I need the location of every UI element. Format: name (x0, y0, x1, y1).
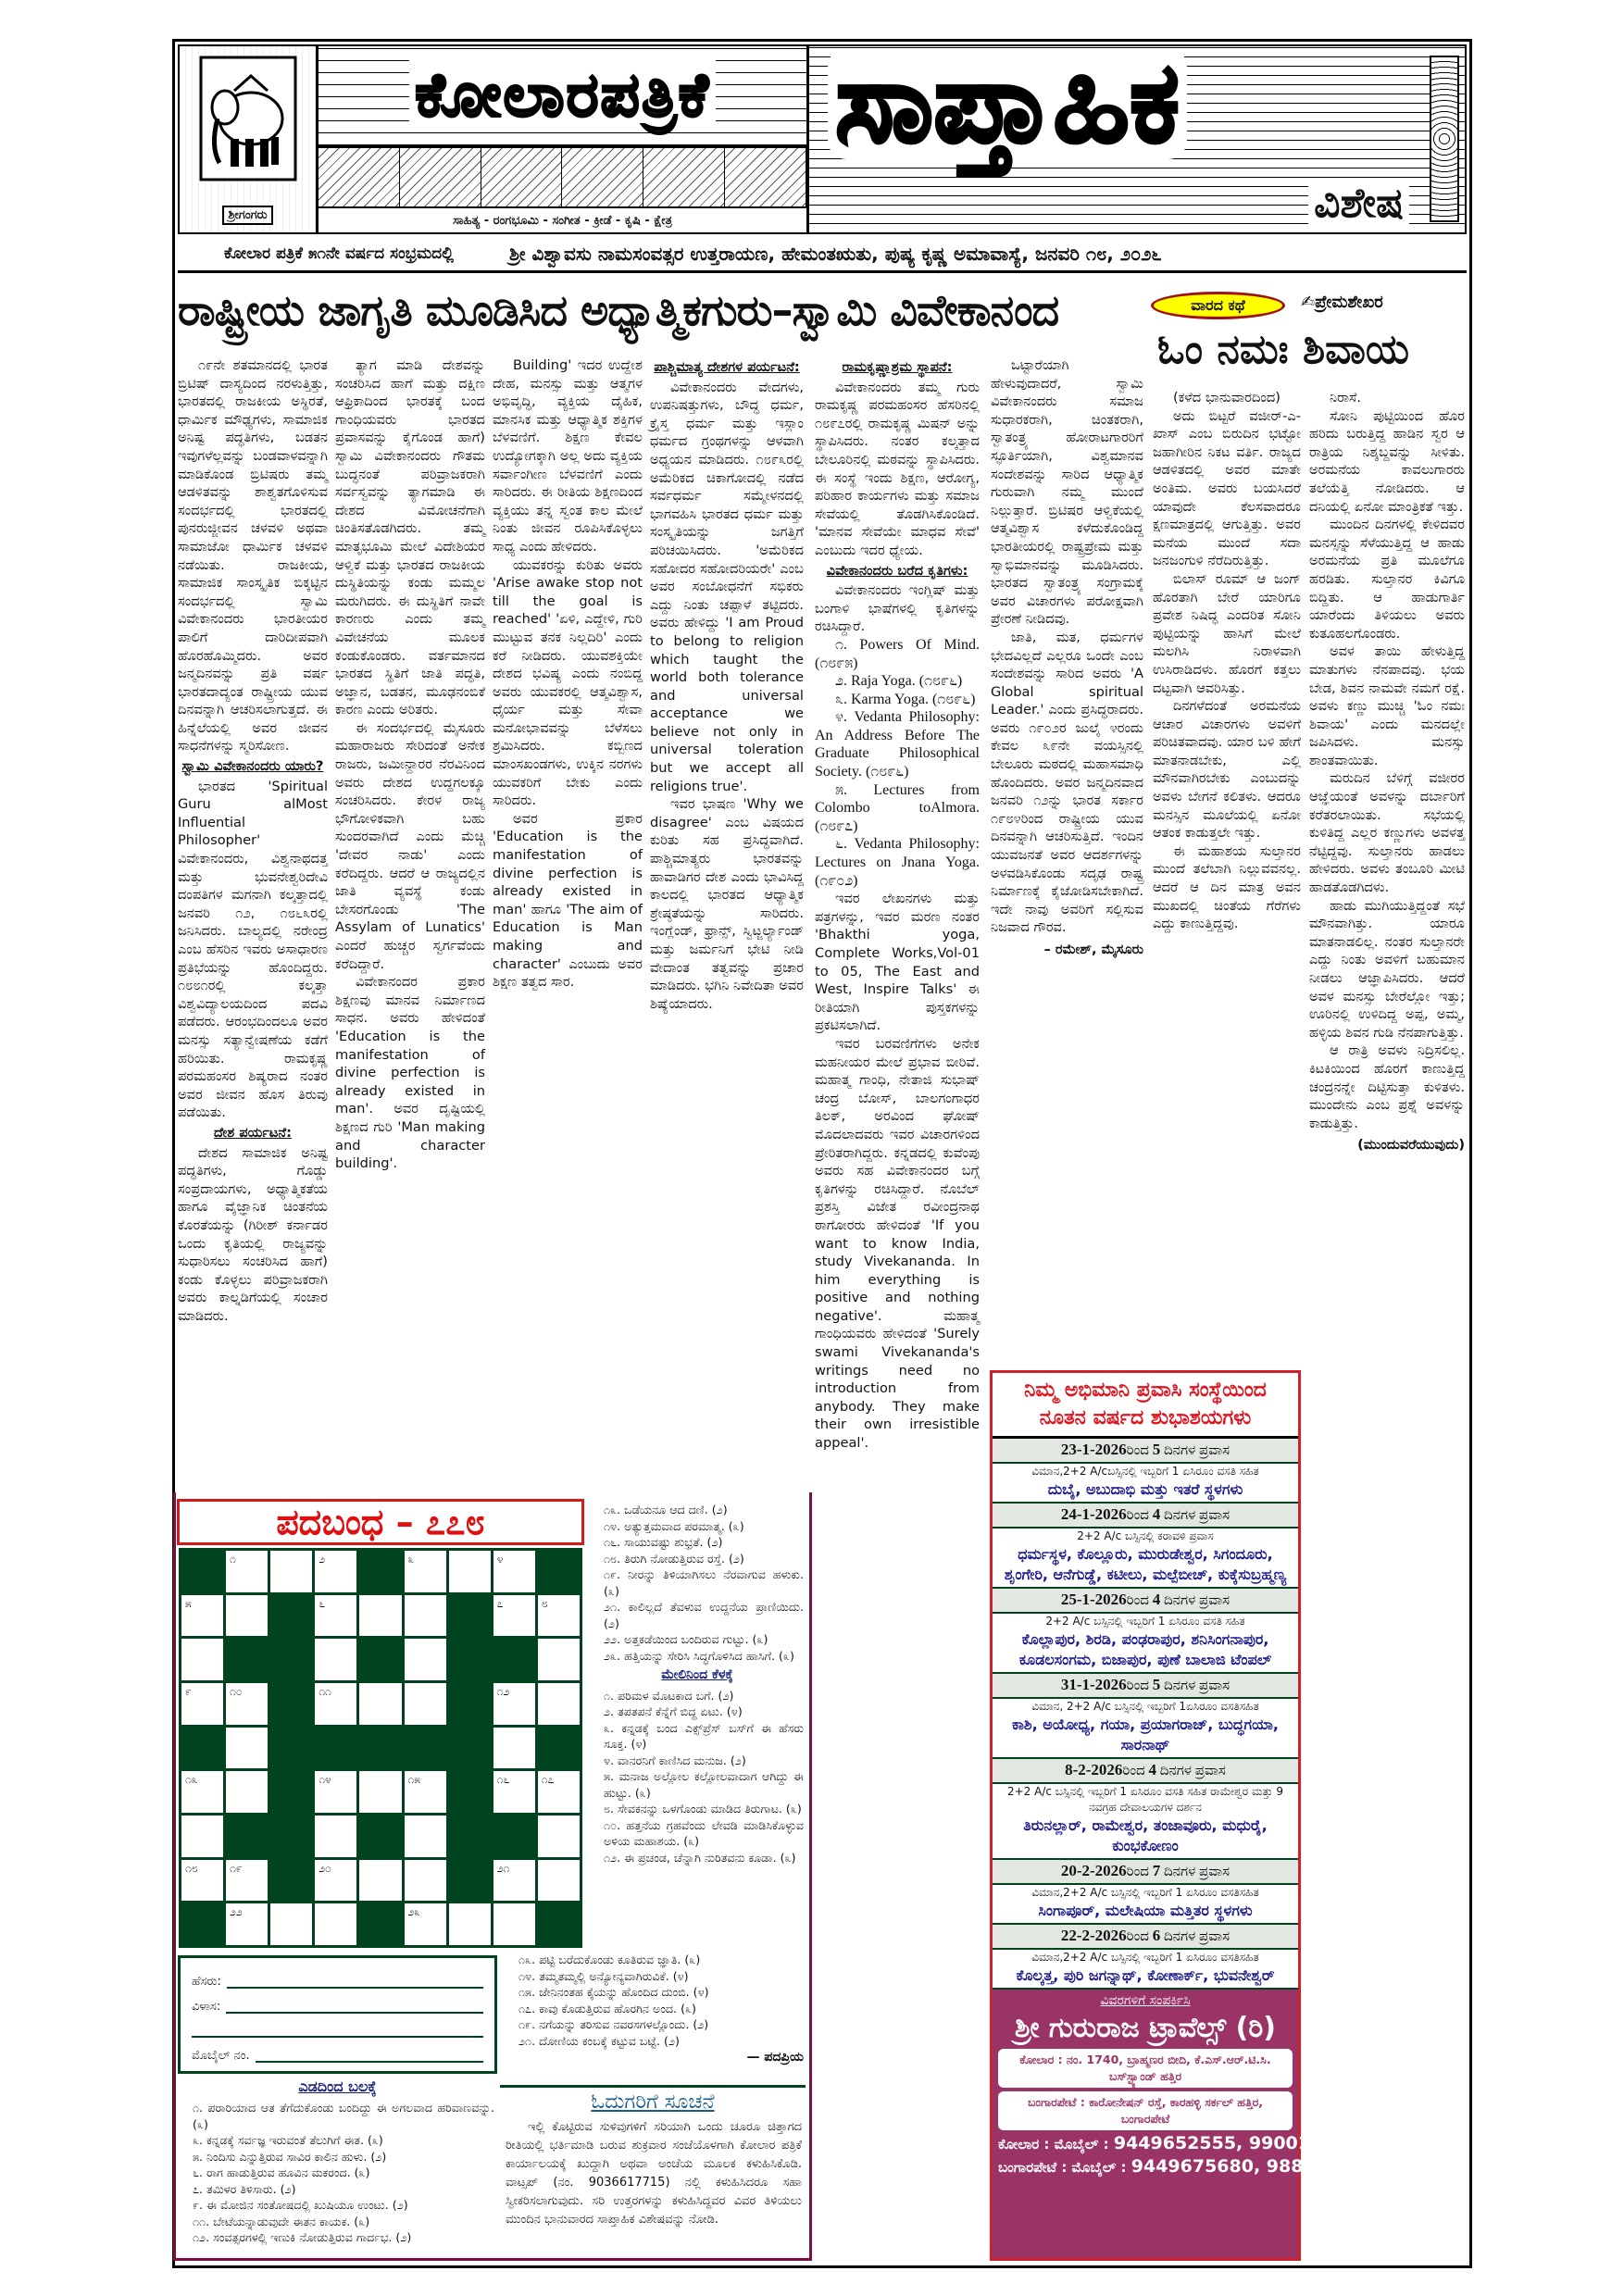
story-paragraph: ಅವಳ ತಾಯಿ ಹೇಳುತ್ತಿದ್ದ ಮಾತುಗಳು ನೆನಪಾದವು. ಭಯ ಬೇಡ, ಶಿವನ ನಾಮವೇ ನಮಗೆ ರಕ್ಷೆ. ಅವಳು ಕಣ್ಣು ಮುಚ್ಚಿ 'ಓಂ ನಮಃ ಶಿವಾಯ' ಎಂದು ಮನದಲ್ಲೇ ಜಪಿಸಿದಳು. ಮನಸ್ಸು ಶಾಂತವಾಯಿತು. (1309, 643, 1465, 768)
crossword-cell[interactable] (315, 1903, 356, 1945)
crossword-black-cell (493, 1816, 535, 1857)
crossword-cell[interactable] (226, 1771, 268, 1813)
trip-days: 5 (1152, 1441, 1161, 1458)
crossword-clue-number: ೨೨ (230, 1905, 243, 1919)
masthead-logo-title (319, 46, 806, 148)
ornament-icon (1430, 56, 1459, 222)
crossword-black-cell (270, 1816, 312, 1857)
crossword-cell[interactable] (181, 1683, 223, 1725)
crossword-cell[interactable] (270, 1903, 312, 1945)
crossword-cell[interactable] (405, 1816, 446, 1857)
across-clues (180, 2100, 494, 2257)
trip-date-bar (993, 1925, 1298, 1950)
section-subheading: ಪಾಶ್ಚಿಮಾತ್ಯ ದೇಶಗಳ ಪರ್ಯಟನೆ: (654, 359, 800, 375)
trip-date-suffix: ರಿಂದ (1126, 1508, 1149, 1523)
story-column (1309, 389, 1465, 2257)
down-clue: ೧. ಪರಿಮಳ ಮೊಟಕಾದ ಬಗೆ. (೨) (604, 1688, 734, 1703)
crossword-cell[interactable] (405, 1639, 446, 1680)
crossword-clue-number: ೧೩ (185, 1773, 198, 1787)
trip-detail: ವಿಮಾನ,2+2 A/c ಬಸ್ಸಿನಲ್ಲಿ ಇಬ್ಬರಿಗೆ 1 ಏಸಿರೂಂ ವಸತಿಸಹಿತ (1031, 1886, 1259, 1899)
trip-days: 5 (1152, 1676, 1161, 1693)
down-clue: ೧೭. ಕಾವು ಕೊಡುತ್ತಿರುವ ಹೊರಗಿನ ಅಂದ. (೩) (518, 2001, 696, 2015)
story-paragraph: ಆ ರಾತ್ರಿ ಅವಳು ನಿದ್ರಿಸಲಿಲ್ಲ. ಕಿಟಕಿಯಿಂದ ಹೊರಗೆ ಕಾಣುತ್ತಿದ್ದ ಚಂದ್ರನನ್ನೇ ದಿಟ್ಟಿಸುತ್ತಾ ಕುಳಿತಳು. ಮುಂದೇನು ಎಂಬ ಪ್ರಶ್ನೆ ಅವಳನ್ನು ಕಾಡುತ್ತಿತ್ತು. (1309, 1042, 1465, 1131)
crossword-cell[interactable] (226, 1728, 268, 1769)
trip-date: 31-1-2026 (1060, 1676, 1127, 1693)
crossword-cell[interactable] (405, 1683, 446, 1725)
trip-detail: 2+2 A/c ಬಸ್ಸಿನಲ್ಲಿ ಕರಾವಳಿ ಪ್ರವಾಸ (1077, 1529, 1214, 1542)
crossword-clue-number: ೨೧ (496, 1861, 510, 1875)
trip-days-label: ದಿನಗಳ ಪ್ರವಾಸ (1163, 1865, 1230, 1879)
down-heading: ಮೇಲಿನಿಂದ ಕೆಳಕ್ಕೆ (661, 1667, 733, 1682)
trip-date-suffix: ರಿಂದ (1126, 1443, 1149, 1458)
phone-kolar-label: ಕೋಲಾರ : ಮೊಬೈಲ್ : (998, 2136, 1109, 2152)
crossword-clue-number: ೮ (541, 1596, 548, 1610)
down-clue: ೧೨. ಈ ಪ್ರಚಂಡ, ಚೆನ್ನಾಗಿ ನುರಿತವನು ಕೂಡಾ. (೩) (604, 1850, 796, 1865)
phone-bangarpet-label: ಬಂಗಾರಪೇಟೆ : ಮೊಬೈಲ್ : (998, 2159, 1127, 2176)
crossword-clue-number: ೧೭ (541, 1773, 555, 1787)
down-clue: ೧೫. ಜೇನಿನಂತಹ ಕೈಯನ್ನು ಹೊಂದಿದ ದುಂಬಿ. (೪) (518, 1985, 709, 1999)
crossword-cell[interactable] (315, 1639, 356, 1680)
article-paragraph: ೫. Lectures from Colombo toAlmora. (೧೮೯೭) (815, 781, 980, 834)
masthead-title-panel (319, 46, 809, 232)
article-paragraph: ೩. Karma Yoga. (೧೮೯೬) (835, 691, 976, 707)
article-paragraph: ಇವರ ಭಾಷಣ 'Why we disagree' ಎಂಬ ವಿಷಯದ ಕುರಿತು ಸಹ ಪ್ರಸಿದ್ಧವಾಗಿದೆ. ಪಾಶ್ಚಿಮಾತ್ಯರು ಭಾರತವನ್ನು ಹಾವಾಡಿಗರ ದೇಶ ಎಂದು ಭಾವಿಸಿದ್ದ ಕಾಲದಲ್ಲಿ ಭಾರತದ ಆಧ್ಯಾತ್ಮಿಕ ಶ್ರೇಷ್ಠತೆಯನ್ನು ಸಾರಿದರು. ಇಂಗ್ಲೆಂಡ್, ಫ್ರಾನ್ಸ್, ಸ್ವಿಟ್ಜರ್ಲ್ಯಾಂಡ್ ಮತ್ತು ಜರ್ಮನಿಗೆ ಭೇಟಿ ನೀಡಿ ವೇದಾಂತ ತತ್ವವನ್ನು ಪ್ರಚಾರ ಮಾಡಿದರು. ಭಗಿನಿ ನಿವೇದಿತಾ ಅವರ ಶಿಷ್ಯೆಯಾದರು. (650, 796, 804, 1012)
story-paragraph: ಮರುದಿನ ಬೆಳಿಗ್ಗೆ ವಜೀರರ ಆಜ್ಞೆಯಂತೆ ಅವಳನ್ನು ದರ್ಬಾರಿಗೆ ಕರೆತರಲಾಯಿತು. ಸಭೆಯಲ್ಲಿ ಕುಳಿತಿದ್ದ ಎಲ್ಲರ ಕಣ್ಣುಗಳು ಅವಳತ್ತ ನೆಟ್ಟಿದ್ದವು. ಸುಲ್ತಾನರು ಹಾಡಲು ಹೇಳಿದರು. ಅವಳು ತಂಬೂರಿ ಮೀಟಿ ಹಾಡತೊಡಗಿದಳು. (1309, 770, 1465, 896)
crossword-clue-number: ೨೦ (319, 1861, 331, 1875)
trip-detail: 2+2 A/c ಬಸ್ಸಿನಲ್ಲಿ ಇಬ್ಬರಿಗೆ 1 ಏಸಿರೂಂ ವಸತಿ ಸಹಿತ ರಾಮೇಶ್ವರ ಮತ್ತು 9 ನವಗ್ರಹ ದೇವಾಲಯಗಳ ದರ್ಶನ (1006, 1785, 1284, 1814)
crossword-cell[interactable] (449, 1903, 491, 1945)
trip-date-suffix: ರಿಂದ (1126, 1678, 1149, 1693)
trip-date: 24-1-2026 (1060, 1505, 1127, 1523)
trip-date-suffix: ರಿಂದ (1126, 1865, 1149, 1879)
crossword-clue-number: ೨ (319, 1553, 326, 1566)
crossword-cell[interactable] (405, 1860, 446, 1902)
address-bangarpet: ಬಂಗಾರಪೇಟೆ : ಕಾರೋನೇಷನ್ ರಸ್ತೆ, ಕಾರಹಳ್ಳಿ ಸರ್ಕಲ್ ಹತ್ತಿರ, ಬಂಗಾರಪೇಟೆ (998, 2091, 1293, 2130)
trip-item (993, 1860, 1298, 1925)
crossword-cell[interactable] (181, 1771, 223, 1813)
trip-detail: ವಿಮಾನ, 2+2 A/c ಬಸ್ಸಿನಲ್ಲಿ ಇಬ್ಬರಿಗೆ 1ಏಸಿರೂಂ ವಸತಿಸಹಿತ (1031, 1700, 1259, 1713)
weekly-story-badge: ವಾರದ ಕಥೆ (1151, 292, 1285, 319)
down-clue: ೧೩. ಪಟ್ಟಿ ಬರೆದುಕೊಂಡು ಕೂತಿರುವ ಜ್ಞಾತಿ. (೩) (518, 1953, 701, 1966)
story-paragraph: ಈ ಮಹಾಶಯ ಸುಲ್ತಾನರ ಮುಂದೆ ತಲೆಬಾಗಿ ನಿಲ್ಲುವವನಲ್ಲ. ಆದರೆ ಆ ದಿನ ಮಾತ್ರ ಅವನ ಮುಖದಲ್ಲಿ ಚಿಂತೆಯ ಗೆರೆಗಳು ಎದ್ದು ಕಾಣುತ್ತಿದ್ದವು. (1153, 842, 1301, 932)
story-paragraph: ದಿನಗಳೆದಂತೆ ಅರಮನೆಯ ಆಚಾರ ವಿಚಾರಗಳು ಅವಳಿಗೆ ಪರಿಚಿತವಾದವು. ಯಾರ ಬಳಿ ಹೇಗೆ ಮಾತನಾಡಬೇಕು, ಎಲ್ಲಿ ಮೌನವಾಗಿರಬೇಕು ಎಂಬುದನ್ನು ಅವಳು ಬೇಗನೆ ಕಲಿತಳು. ಆದರೂ ಮನಸ್ಸಿನ ಮೂಲೆಯಲ್ಲಿ ಏನೋ ಆತಂಕ ಕಾಡುತ್ತಲೇ ಇತ್ತು. (1153, 698, 1301, 842)
crossword-black-cell (359, 1903, 401, 1945)
crossword-title: ಪದಬಂಧ – ೭೭೮ (177, 1499, 584, 1545)
story-paragraph: ಹಾಡು ಮುಗಿಯುತ್ತಿದ್ದಂತೆ ಸಭೆ ಮೌನವಾಗಿತ್ತು. ಯಾರೂ ಮಾತನಾಡಲಿಲ್ಲ. ನಂತರ ಸುಲ್ತಾನರೇ ಎದ್ದು ನಿಂತು ಅವಳಿಗೆ ಬಹುಮಾನ ನೀಡಲು ಆಜ್ಞಾಪಿಸಿದರು. ಆದರೆ ಅವಳ ಮನಸ್ಸು ಬೇರೆಲ್ಲೋ ಇತ್ತು; ಊರಿನಲ್ಲಿ ಉಳಿದಿದ್ದ ಅಪ್ಪ, ಅಮ್ಮ, ಹಳ್ಳಿಯ ಶಿವನ ಗುಡಿ ನೆನಪಾಗುತ್ತಿತ್ತು. (1309, 897, 1465, 1041)
crossword-cell[interactable] (538, 1771, 580, 1813)
trip-detail: 2+2 A/c ಬಸ್ಸಿನಲ್ಲಿ ಇಬ್ಬರಿಗೆ 1 ಏಸಿರೂಂ ವಸತಿ ಸಹಿತ (1045, 1615, 1245, 1628)
crossword-black-cell (538, 1551, 580, 1592)
crossword-clue-number: ೧೧ (319, 1685, 331, 1698)
section-subheading: ಸ್ವಾಮಿ ವಿವೇಕಾನಂದರು ಯಾರು? (181, 758, 324, 775)
crossword-clue-number: ೧೮ (185, 1861, 198, 1875)
crossword-clue-number: ೧೦ (230, 1685, 243, 1698)
crossword-cell[interactable] (405, 1595, 446, 1637)
article-paragraph: ಯುವಕರನ್ನು ಕುರಿತು ಅವರು 'Arise awake stop not till the goal is reached' 'ಏಳಿ, ಎದ್ದೇಳಿ, ಗುರಿ ಮುಟ್ಟುವ ತನಕ ನಿಲ್ಲದಿರಿ' ಎಂದು ಕರೆ ನೀಡಿದರು. ಯುವಶಕ್ತಿಯೇ ದೇಶದ ಭವಿಷ್ಯ ಎಂದು ನಂಬಿದ್ದ ಅವರು ಯುವಕರಲ್ಲಿ ಆತ್ಮವಿಶ್ವಾಸ, ಧೈರ್ಯ ಮತ್ತು ಸೇವಾ ಮನೋಭಾವವನ್ನು ಬೆಳೆಸಲು ಶ್ರಮಿಸಿದರು. ಕಬ್ಬಿಣದ ಮಾಂಸಖಂಡಗಳು, ಉಕ್ಕಿನ ನರಗಳು ಯುವಕರಿಗೆ ಬೇಕು ಎಂದು ಸಾರಿದರು. (493, 556, 643, 809)
crossword-author: — ಪದಪ್ರಿಯ (746, 2050, 804, 2065)
crossword-black-cell (405, 1728, 446, 1769)
crossword-black-cell (449, 1728, 491, 1769)
crossword-cell[interactable] (181, 1639, 223, 1680)
crossword-clue-number: ೧೨ (496, 1685, 510, 1698)
crossword-cell[interactable] (538, 1860, 580, 1902)
trip-days-label: ದಿನಗಳ ಪ್ರವಾಸ (1163, 1443, 1230, 1458)
trip-date-bar (993, 1860, 1298, 1885)
phone-bangarpet-number[interactable]: 9449675680, 9886419866 (1131, 2156, 1389, 2177)
section-subheading: ರಾಮಕೃಷ್ಣಾಶ್ರಮ ಸ್ಥಾಪನೆ: (842, 359, 953, 375)
crossword-black-cell (449, 1771, 491, 1813)
crossword-cell[interactable] (359, 1595, 401, 1637)
article-paragraph: ಈ ಸಂದರ್ಭದಲ್ಲಿ ಮೈಸೂರು ಮಹಾರಾಜರು ಸೇರಿದಂತೆ ಅನೇಕ ರಾಜರು, ಜಮೀನ್ದಾರರ ನೆರವಿನಿಂದ ಅವರು ದೇಶದ ಉದ್ದಗಲಕ್ಕೂ ಸಂಚರಿಸಿದರು. ಕೇರಳ ರಾಜ್ಯ ಭೌಗೋಳಿಕವಾಗಿ ಬಹು ಸುಂದರವಾಗಿದೆ ಎಂದು ಮೆಚ್ಚಿ 'ದೇವರ ನಾಡು' ಎಂದು ಕರೆದಿದ್ದರು. ಆದರೆ ಆ ರಾಜ್ಯದಲ್ಲಿನ ಜಾತಿ ವ್ಯವಸ್ಥೆ ಕಂಡು ಬೇಸರಗೊಂಡು 'The Assylam of Lunatics' ಎಂದರೆ ಹುಚ್ಚರ ಸ್ವರ್ಗವೆಂದು ಕರೆದಿದ್ದಾರೆ. (335, 719, 485, 972)
crossword-cell[interactable] (538, 1683, 580, 1725)
article-paragraph: ಇವರ ಬರವಣಿಗೆಗಳು ಅನೇಕ ಮಹನೀಯರ ಮೇಲೆ ಪ್ರಭಾವ ಬೀರಿವೆ. ಮಹಾತ್ಮ ಗಾಂಧಿ, ನೇತಾಜಿ ಸುಭಾಷ್ ಚಂದ್ರ ಬೋಸ್, ಬಾಲಗಂಗಾಧರ ತಿಲಕ್, ಅರವಿಂದ ಘೋಷ್ ಮೊದಲಾದವರು ಇವರ ವಿಚಾರಗಳಿಂದ ಪ್ರೇರಿತರಾಗಿದ್ದರು. ಕನ್ನಡದಲ್ಲಿ ಕುವೆಂಪು ಅವರು ಸಹ ವಿವೇಕಾನಂದರ ಬಗ್ಗೆ ಕೃತಿಗಳನ್ನು ರಚಿಸಿದ್ದಾರೆ. ನೊಬೆಲ್ ಪ್ರಶಸ್ತಿ ವಿಜೇತ ರವೀಂದ್ರನಾಥ ಠಾಗೋರರು ಹೇಳಿದಂತೆ 'If you want to know India, study Vivekananda. In him everything is positive and nothing negative'. ಮಹಾತ್ಮ ಗಾಂಧಿಯವರು ಹೇಳಿದಂತೆ 'Surely swami Vivekananda's writings need no introduction from anybody. They make their own irresistible appeal'. (815, 1035, 980, 1452)
weekly-story-author: ✍ಪ್ರೇಮಶೇಖರ (1301, 293, 1383, 312)
masthead (178, 39, 1467, 234)
story-paragraph: ಸೋನಿ ಪುಟ್ಟಿಯಿಂದ ಹೊರ ಹರಿದು ಬರುತ್ತಿದ್ದ ಹಾಡಿನ ಸ್ವರ ಆ ರಾತ್ರಿಯ ನಿಶ್ಶಬ್ದವನ್ನು ಸೀಳಿತು. ಅರಮನೆಯ ಕಾವಲುಗಾರರು ತಲೆಯೆತ್ತಿ ನೋಡಿದರು. ಆ ದನಿಯಲ್ಲಿ ಏನೋ ಮಾಂತ್ರಿಕತೆ ಇತ್ತು. (1309, 407, 1465, 515)
story-paragraph: (ಕಳೆದ ಭಾನುವಾರದಿಂದ) (1173, 390, 1280, 406)
trip-days-label: ದಿನಗಳ ಪ್ರವಾಸ (1163, 1678, 1230, 1693)
masthead-weekly-title: ಸಾಪ್ತಾಹಿಕ (828, 48, 1187, 159)
trip-item (993, 1759, 1298, 1860)
down-clue: ೧೯. ನಗೆಯನ್ನು ತರಿಸುವ ನವರಸಗಳಲ್ಲೊಂದು. (೨) (518, 2017, 709, 2031)
trip-item (993, 1439, 1298, 1504)
crossword-black-cell (181, 1551, 223, 1592)
down-clues-continued (506, 1952, 804, 2081)
trip-places: ಕಾಶಿ, ಅಯೋಧ್ಯ, ಗಯಾ, ಪ್ರಯಾಗರಾಜ್, ಬುದ್ಧಗಯಾ, ಸಾರನಾಥ್ (1012, 1716, 1279, 1753)
address-field[interactable] (226, 1999, 483, 2014)
crossword-cell[interactable] (226, 1860, 268, 1902)
article-column (178, 356, 328, 1493)
crossword-black-cell (538, 1728, 580, 1769)
crossword-clue-number: ೯ (185, 1685, 192, 1698)
trip-date-suffix: ರಿಂದ (1126, 1593, 1149, 1608)
crossword-black-cell (359, 1728, 401, 1769)
crossword-black-cell (359, 1639, 401, 1680)
article-paragraph: ವಿವೇಕಾನಂದರು ವೇದಗಳು, ಉಪನಿಷತ್ತುಗಳು, ಬೌದ್ಧ ಧರ್ಮ, ಕ್ರೈಸ್ತ ಧರ್ಮ ಮತ್ತು ಇಸ್ಲಾಂ ಧರ್ಮದ ಗ್ರಂಥಗಳನ್ನು ಆಳವಾಗಿ ಅಧ್ಯಯನ ಮಾಡಿದರು. ೧೮೯೩ರಲ್ಲಿ ಅಮೆರಿಕದ ಚಿಕಾಗೋದಲ್ಲಿ ನಡೆದ ಸರ್ವಧರ್ಮ ಸಮ್ಮೇಳನದಲ್ಲಿ ಭಾಗವಹಿಸಿ ಭಾರತದ ಧರ್ಮ ಮತ್ತು ಸಂಸ್ಕೃತಿಯನ್ನು ಜಗತ್ತಿಗೆ ಪರಿಚಯಿಸಿದರು. 'ಅಮೆರಿಕದ ಸಹೋದರ ಸಹೋದರಿಯರೇ' ಎಂಬ ಅವರ ಸಂಬೋಧನೆಗೆ ಸಭಿಕರು ಎದ್ದು ನಿಂತು ಚಪ್ಪಾಳೆ ತಟ್ಟಿದರು. ಅವರು ಹೇಳಿದ್ದು 'I am Proud to belong to religion which taught the world both tolerance and universal acceptance we believe not only in universal toleration but we accept all religions true'. (650, 379, 804, 794)
trip-date-bar (993, 1589, 1298, 1614)
crossword-cell[interactable] (226, 1595, 268, 1637)
crossword-clues-continued (591, 1502, 804, 1937)
crossword-cell[interactable] (181, 1860, 223, 1902)
notice-text: ಇಲ್ಲಿ ಕೊಟ್ಟಿರುವ ಸುಳಿವುಗಳಿಗೆ ಸರಿಯಾಗಿ ಒಂದು ಚೂರೂ ಚಿತ್ತಾಗದ ರೀತಿಯಲ್ಲಿ ಭರ್ತಿಮಾಡಿ ಬರುವ ಶುಕ್ರವಾರ ಸಂಜೆಯೊಳಗಾಗಿ ಕೋಲಾರ ಪತ್ರಿಕೆ ಕಾರ್ಯಾಲಯಕ್ಕೆ ಖುದ್ದಾಗಿ ಅಥವಾ ಅಂಚೆಯ ಮೂಲಕ ಕಳುಹಿಸಿಕೊಡಿ. ವಾಟ್ಸಪ್ (ನಂ. 9036617715) ನಲ್ಲಿ ಕಳುಹಿಸಿದರೂ ಸಹಾ ಸ್ವೀಕರಿಸಲಾಗುವುದು. ಸರಿ ಉತ್ತರಗಳನ್ನು ಕಳುಹಿಸಿದ್ದವರ ವಿವರ ತಿಳಿಯಲು ಮುಂದಿನ ಭಾನುವಾರದ ಸಾಪ್ತಾಹಿಕ ವಿಶೇಷವನ್ನು ನೋಡಿ. (506, 2120, 802, 2227)
crossword-cell[interactable] (449, 1551, 491, 1592)
name-field[interactable] (227, 1974, 483, 1989)
trip-places: ಸಿಂಗಾಪೂರ್, ಮಲೇಷಿಯಾ ಮತ್ತಿತರ ಸ್ಥಳಗಳು (1038, 1902, 1253, 1919)
masthead-illustrations (319, 148, 806, 208)
ad-heading (993, 1373, 1298, 1439)
across-clue: ೫. ನಿಂದಿಸು ಎನ್ನುತ್ತಿರುವ ಸಾವಿರ ಕಾಲಿನ ಹುಳು. (೨) (193, 2149, 387, 2164)
story-paragraph: ಅದು ಬಿಟ್ಟರೆ ವಜೀರ್-ಎ-ಖಾಸ್ ಎಂಬ ಬಿರುದಿನ ಭಟ್ಟೋ ಜಹಾಗೀರಿನ ನಿಕಟ ವರ್ತಿ. ರಾಜ್ಯದ ಆಡಳಿತದಲ್ಲಿ ಅವರ ಮಾತೇ ಅಂತಿಮ. ಅವರು ಬಯಸಿದರೆ ಯಾವುದೇ ಕೆಲಸವಾದರೂ ಕ್ಷಣಮಾತ್ರದಲ್ಲಿ ಆಗುತ್ತಿತ್ತು. ಅವರ ಮನೆಯ ಮುಂದೆ ಸದಾ ಜನಜಂಗುಳಿ ನೆರೆದಿರುತ್ತಿತ್ತು. (1153, 407, 1301, 569)
across-clue: ೨೩. ಹತ್ತಿಯನ್ನು ಸೇರಿಸಿ ಸಿದ್ಧಗೊಳಿಸಿದ ಹಾಸಿಗೆ. (೩) (604, 1648, 794, 1663)
address-kolar: ಕೋಲಾರ : ನಂ. 1740, ಬ್ರಾಹ್ಮಣರ ಬೀದಿ, ಕೆ.ಎಸ್.ಆರ್.ಟಿ.ಸಿ. ಬಸ್‌ಸ್ಟ್ಯಾಂಡ್ ಹತ್ತಿರ (998, 2049, 1293, 2088)
crossword-cell[interactable] (315, 1595, 356, 1637)
across-clue: ೨೧. ಕಾಲಿಲ್ಲದೆ ತೆವಳುವ ಉದ್ದನೆಯ ಪ್ರಾಣಿಯಿದು. (೨) (604, 1600, 804, 1630)
trip-date-bar (993, 1674, 1298, 1699)
article-column (650, 356, 804, 1493)
name-label: ಹೆಸರು: (192, 1975, 221, 1989)
dateline (178, 236, 1467, 273)
trip-list (993, 1439, 1298, 1990)
down-clue: ೮. ಸೇವಕನನ್ನು ಒಳಗೊಂಡು ಮಾಡಿದ ತಿರುಗಾಟ. (೩) (604, 1802, 802, 1816)
article-paragraph: ದೇಶದ ಸಾಮಾಜಿಕ ಅನಿಷ್ಟ ಪದ್ಧತಿಗಳು, ಗೊಡ್ಡು ಸಂಪ್ರದಾಯಗಳು, ಅಧ್ಯಾತ್ಮಿಕತೆಯ ಹಾಗೂ ವೈಜ್ಞಾನಿಕ ಚಿಂತನೆಯ ಕೊರತೆಯನ್ನು (ಗಿರೀಶ್ ಕರ್ನಾಡರ ಒಂದು ಕೃತಿಯಲ್ಲಿ ರಾಜ್ಯವನ್ನು ಸುಧಾರಿಸಲು ಸಂಚರಿಸಿದ ಹಾಗೆ) ಕಂಡು ಕೊಳ್ಳಲು ಪರಿವ್ರಾಜಕರಾಗಿ ಅವರು ಕಾಲ್ನಡಿಗೆಯಲ್ಲಿ ಸಂಚಾರ ಮಾಡಿದರು. (178, 1144, 328, 1324)
trip-days-label: ದಿನಗಳ ಪ್ರವಾಸ (1163, 1508, 1230, 1523)
article-paragraph: ಅವರ ಪ್ರಕಾರ 'Education is the manifestation of divine perfection is already existed in man' ಹಾಗೂ 'The aim of Education is Man making and character' ಎಂಬುದು ಅವರ ಶಿಕ್ಷಣ ತತ್ವದ ಸಾರ. (493, 810, 643, 991)
anniversary-text: ಕೋಲಾರ ಪತ್ರಿಕೆ ೫೧ನೇ ವರ್ಷದ ಸಂಭ್ರಮದಲ್ಲಿ (224, 243, 454, 263)
contact-box (993, 1990, 1389, 2258)
crossword-black-cell (359, 1816, 401, 1857)
crossword-cell[interactable] (181, 1595, 223, 1637)
trip-date-bar (993, 1504, 1298, 1529)
section-subheading: ದೇಶ ಪರ್ಯಟನೆ: (214, 1124, 292, 1141)
trip-detail: ವಿಮಾನ,2+2 A/cಬಸ್ಸಿನಲ್ಲಿ ಇಬ್ಬರಿಗೆ 1 ಏಸಿರೂಂ ವಸತಿ ಸಹಿತ (1031, 1465, 1259, 1478)
article-paragraph: ೧. Powers Of Mind.(೧೮೯೫) (815, 636, 980, 671)
crossword-cell[interactable] (405, 1771, 446, 1813)
crossword-cell[interactable] (493, 1551, 535, 1592)
crossword-black-cell (538, 1903, 580, 1945)
date-text: ಶ್ರೀ ವಿಶ್ವಾವಸು ನಾಮಸಂವತ್ಸರ ಉತ್ತರಾಯಣ, ಹೇಮಂತಋತು, ಪುಷ್ಯ ಕೃಷ್ಣ ಅಮಾವಾಸ್ಯೆ, ಜನವರಿ ೧೮, ೨೦೨೬ (508, 242, 1162, 265)
travel-advertisement (990, 1370, 1389, 2261)
story-paragraph: ನಿರಾಸೆ. (1330, 390, 1361, 406)
trip-places: ದುಬೈ, ಅಬುದಾಭಿ ಮತ್ತು ಇತರೆ ಸ್ಥಳಗಳು (1047, 1480, 1243, 1498)
ad-heading-line1: ನಿಮ್ಮ ಅಭಿಮಾನಿ ಪ್ರವಾಸಿ ಸಂಸ್ಥೆಯಿಂದ (1024, 1379, 1267, 1402)
crossword-cell[interactable] (493, 1728, 535, 1769)
article-column (815, 356, 980, 2256)
trip-date: 22-2-2026 (1060, 1927, 1127, 1944)
section-subheading: ವಿವೇಕಾನಂದರು ಬರೆದ ಕೃತಿಗಳು: (826, 562, 968, 579)
article-paragraph: ವಿವೇಕಾನಂದರು ತಮ್ಮ ಗುರು ರಾಮಕೃಷ್ಣ ಪರಮಹಂಸರ ಹೆಸರಿನಲ್ಲಿ ೧೮೯೭ರಲ್ಲಿ ರಾಮಕೃಷ್ಣ ಮಿಷನ್ ಅನ್ನು ಸ್ಥಾಪಿಸಿದರು. ನಂತರ ಕಲ್ಕತ್ತಾದ ಬೇಲೂರಿನಲ್ಲಿ ಮಠವನ್ನು ಸ್ಥಾಪಿಸಿದರು. ಈ ಸಂಸ್ಥೆ ಇಂದು ಶಿಕ್ಷಣ, ಆರೋಗ್ಯ, ಪರಿಹಾರ ಕಾರ್ಯಗಳು ಮತ್ತು ಸಮಾಜ ಸೇವೆಯಲ್ಲಿ ತೊಡಗಿಸಿಕೊಂಡಿದೆ. 'ಮಾನವ ಸೇವೆಯೇ ಮಾಧವ ಸೇವೆ' ಎಂಬುದು ಇದರ ಧ್ಯೇಯ. (815, 379, 980, 558)
crossword-black-cell (449, 1683, 491, 1725)
trip-item (993, 1589, 1298, 1674)
agency-name: ಶ್ರೀ ಗುರುರಾಜ ಟ್ರಾವೆಲ್ಸ್ (ರಿ) (1015, 2012, 1276, 2044)
trip-days: 7 (1152, 1862, 1161, 1879)
trip-date-suffix: ರಿಂದ (1126, 1929, 1149, 1944)
crossword-cell[interactable] (493, 1860, 535, 1902)
crossword-black-cell (315, 1728, 356, 1769)
phone-bangarpet (998, 2156, 1389, 2177)
crossword-black-cell (449, 1816, 491, 1857)
crossword-black-cell (226, 1816, 268, 1857)
crossword-clue-number: ೧೫ (407, 1773, 420, 1787)
article-paragraph: Building' ಇದರ ಉದ್ದೇಶ ದೇಹ, ಮನಸ್ಸು ಮತ್ತು ಆತ್ಮಗಳ ಅಭಿವೃದ್ಧಿ, ವ್ಯಕ್ತಿಯ ದೈಹಿಕ, ಮಾನಸಿಕ ಮತ್ತು ಆಧ್ಯಾತ್ಮಿಕ ಶಕ್ತಿಗಳ ಬೆಳವಣಿಗೆ. ಶಿಕ್ಷಣ ಕೇವಲ ಉದ್ಯೋಗಕ್ಕಾಗಿ ಅಲ್ಲ ಅದು ವ್ಯಕ್ತಿಯ ಸರ್ವಾಂಗೀಣ ಬೆಳವಣಿಗೆ ಎಂದು ಸಾರಿದರು. ಈ ರೀತಿಯ ಶಿಕ್ಷಣದಿಂದ ವ್ಯಕ್ತಿಯು ತನ್ನ ಸ್ವಂತ ಕಾಲ ಮೇಲೆ ನಿಂತು ಜೀವನ ರೂಪಿಸಿಕೊಳ್ಳಲು ಸಾಧ್ಯ ಎಂದು ಹೇಳಿದರು. (493, 357, 643, 555)
across-clue: ೧೧. ಬೇಟೆಯನ್ನಾಡುವುದೇ ಈತನ ಕಾಯಕ. (೩) (193, 2214, 370, 2228)
across-clue: ೯. ಈ ಮೋಜಿನ ಸಂತೋಷದಲ್ಲಿ ಖುಷಿಯೂ ಉಂಟು. (೨) (193, 2198, 408, 2212)
crossword-clue-number: ೧೬ (496, 1773, 510, 1787)
story-column (1153, 389, 1301, 1364)
mobile-label: ಮೊಬೈಲ್ ನಂ. (192, 2049, 250, 2063)
mobile-field[interactable] (256, 2048, 483, 2063)
trip-date-bar (993, 1439, 1298, 1464)
across-clue: ೩. ಕನ್ನಡಕ್ಕೆ ಸರ್ವಜ್ಞ ಇರುವಂತೆ ತೆಲುಗಿಗೆ ಈತ. (೩) (193, 2133, 383, 2147)
crossword-black-cell (449, 1595, 491, 1637)
crossword-cell[interactable] (538, 1639, 580, 1680)
crossword-cell[interactable] (405, 1551, 446, 1592)
phone-kolar (998, 2133, 1372, 2153)
divider (500, 2085, 806, 2088)
crossword-clue-number: ೪ (496, 1553, 504, 1566)
across-clue: ೬. ರಾಗ ಹಾಡುತ್ತಿರುವ ಹೂವಿನ ಮಕರಂದ. (೩) (193, 2165, 370, 2179)
crossword-black-cell (270, 1728, 312, 1769)
crossword-cell[interactable] (226, 1683, 268, 1725)
crossword-cell[interactable] (405, 1903, 446, 1945)
crossword-black-cell (226, 1639, 268, 1680)
across-clue: ೧೨. ಸಂವತ್ಸರಗಳಲ್ಲಿ ಇಣುಕಿ ನೋಡುತ್ತಿರುವ ಗಾರ್ದಭ. (೨) (193, 2230, 412, 2244)
crossword-clue-number: ೫ (185, 1596, 192, 1610)
trip-item (993, 1504, 1298, 1589)
trip-item (993, 1925, 1298, 1990)
crossword-cell[interactable] (226, 1551, 268, 1592)
story-paragraph: ಮುಂದಿನ ದಿನಗಳಲ್ಲಿ ಕೇಳಿದವರ ಮನಸ್ಸನ್ನು ಸೆಳೆಯುತ್ತಿದ್ದ ಆ ಹಾಡು ಅರಮನೆಯ ಪ್ರತಿ ಮೂಲೆಗೂ ಹರಡಿತು. ಸುಲ್ತಾನರ ಕಿವಿಗೂ ಬಿದ್ದಿತು. ಆ ಹಾಡುಗಾರ್ತಿ ಯಾರೆಂದು ತಿಳಿಯಲು ಅವರು ಕುತೂಹಲಗೊಂಡರು. (1309, 517, 1465, 642)
article-paragraph: ೧೯ನೇ ಶತಮಾನದಲ್ಲಿ ಭಾರತ ಬ್ರಿಟಿಷ್ ದಾಸ್ಯದಿಂದ ನರಳುತ್ತಿತ್ತು, ಭಾರತದಲ್ಲಿ ರಾಜಕೀಯ ಅಸ್ಥಿರತೆ, ಧಾರ್ಮಿಕ ಮೌಢ್ಯಗಳು, ಸಾಮಾಜಿಕ ಅನಿಷ್ಟ ಪದ್ಧತಿಗಳು, ಬಡತನ ಇವುಗಳೆಲ್ಲವನ್ನು ಬಂಡವಾಳವನ್ನಾಗಿ ಮಾಡಿಕೊಂಡ ಬ್ರಿಟಿಷರು ತಮ್ಮ ಆಡಳಿತವನ್ನು ಶಾಶ್ವತಗೊಳಿಸುವ ಸಂದರ್ಭದಲ್ಲಿ ಭಾರತದಲ್ಲಿ ಪುನರುಜ್ಜೀವನ ಚಳವಳಿ ಅಥವಾ ಸಾಮಾಜೋ ಧಾರ್ಮಿಕ ಚಳವಳಿ ನಡೆಯಿತು. ರಾಜಕೀಯ, ಸಾಮಾಜಿಕ ಸಾಂಸ್ಕೃತಿಕ ಬಿಕ್ಕಟ್ಟಿನ ಸಂದರ್ಭದಲ್ಲಿ ಸ್ವಾಮಿ ವಿವೇಕಾನಂದರು ಭಾರತೀಯರ ಪಾಲಿಗೆ ದಾರಿದೀಪವಾಗಿ ಹೊರಹೊಮ್ಮಿದರು. ಅವರ ಜನ್ಮದಿನವನ್ನು ಪ್ರತಿ ವರ್ಷ ಭಾರತದಾದ್ಯಂತ ರಾಷ್ಟ್ರೀಯ ಯುವ ದಿನವನ್ನಾಗಿ ಆಚರಿಸಲಾಗುತ್ತದೆ. ಈ ಹಿನ್ನೆಲೆಯಲ್ಲಿ ಅವರ ಜೀವನ ಸಾಧನೆಗಳನ್ನು ಸ್ಮರಿಸೋಣ. (178, 357, 328, 755)
entry-form (178, 1955, 497, 2074)
crossword-cell[interactable] (493, 1903, 535, 1945)
weekly-story-title: ಓಂ ನಮಃ ಶಿವಾಯ (1157, 326, 1409, 373)
trip-days: 4 (1148, 1761, 1156, 1778)
trip-date-suffix: ರಿಂದ (1122, 1764, 1145, 1778)
crossword-cell[interactable] (315, 1551, 356, 1592)
masthead-weekly-logo (809, 39, 1465, 232)
crossword-clue-number: ೬ (319, 1596, 326, 1610)
trip-places: ಧರ್ಮಸ್ಥಳ, ಕೊಲ್ಲೂರು, ಮುರುಡೇಶ್ವರ, ಸಿಗಂದೂರು, ಶೃಂಗೇರಿ, ಆನೆಗುಡ್ಡೆ, ಕಟೀಲು, ಮಲ್ಪೆಬೀಚ್, ಕುಕ್ಕೆಸುಬ್ರಹ್ಮಣ್ಯ (1004, 1545, 1287, 1583)
article-paragraph: ವಿವೇಕಾನಂದರು ಇಂಗ್ಲಿಷ್ ಮತ್ತು ಬಂಗಾಳಿ ಭಾಷೆಗಳಲ್ಲಿ ಕೃತಿಗಳನ್ನು ರಚಿಸಿದ್ದಾರೆ. (815, 582, 980, 635)
crossword-cell[interactable] (493, 1771, 535, 1813)
address-label: ವಿಳಾಸ: (192, 2000, 221, 2014)
crossword-black-cell (181, 1903, 223, 1945)
across-clue: ೧೯. ನೀರನ್ನು ತಿಳಿಯಾಗಿಸಲು ನೆರವಾಗುವ ಹಳುಕು. (೩) (604, 1567, 804, 1598)
down-clue: ೫. ಮನಾಜ ಅಲ್ಲೋಲ ಕಲ್ಲೋಲವಾದಾಗ ಆಗಿದ್ದು ಈ ಹುಟ್ಟು. (೩) (604, 1769, 804, 1800)
across-clue: ೧೬. ಸಾಯುವಷ್ಟು ಶುಭ್ರತೆ. (೨) (604, 1535, 723, 1549)
masthead-strip: ಸಾಹಿತ್ಯ - ರಂಗಭೂಮಿ - ಸಂಗೀತ - ಕ್ರೀಡೆ - ಕೃಷಿ - ಕ್ಷೇತ್ರ (453, 213, 672, 228)
down-clue: ೧೪. ತಮ್ಮತಮ್ಮಲ್ಲಿ ಅನ್ಯೋನ್ಯವಾಗಿರುವಿಕೆ. (೪) (518, 1968, 689, 1983)
crossword-cell[interactable] (538, 1816, 580, 1857)
crossword-cell[interactable] (181, 1816, 223, 1857)
crossword-black-cell (359, 1551, 401, 1592)
contact-label: ವಿವರಗಳಿಗೆ ಸಂಪರ್ಕಿಸಿ (1100, 1993, 1191, 2008)
article-column (335, 356, 485, 1493)
down-clue: ೪. ವಾನರನಿಗೆ ಕಾಣಿಸಿದ ಮನುಜ. (೨) (604, 1753, 746, 1767)
article-paragraph: ೬. Vedanta Philosophy: Lectures on Jnana Yoga. (೧೯೦೨) (815, 836, 980, 889)
trip-date: 23-1-2026 (1060, 1441, 1127, 1458)
across-clue: ೧೩. ಒಡೆಯನೂ ಆದ ದಣಿ. (೨) (604, 1503, 728, 1516)
trip-date-bar (993, 1759, 1298, 1784)
crossword-cell[interactable] (359, 1771, 401, 1813)
trip-days: 6 (1152, 1927, 1161, 1944)
article-paragraph: ತ್ಯಾಗ ಮಾಡಿ ದೇಶವನ್ನು ಸಂಚರಿಸಿದ ಹಾಗೆ ಮತ್ತು ದಕ್ಷಿಣ ಆಫ್ರಿಕಾದಿಂದ ಭಾರತಕ್ಕೆ ಬಂದ ಗಾಂಧಿಯವರು ಭಾರತದ ಪ್ರವಾಸವನ್ನು ಕೈಗೊಂಡ ಹಾಗೆ) ಸ್ವಾಮಿ ವಿವೇಕಾನಂದರು ಗೌತಮ ಬುದ್ಧನಂತೆ ಪರಿವ್ರಾಜಕರಾಗಿ ಸರ್ವಸ್ವವನ್ನು ತ್ಯಾಗಮಾಡಿ ಈ ದೇಶದ ವಿಮೋಚನೆಗಾಗಿ ಚಿಂತಿಸತೊಡಗಿದರು. ತಮ್ಮ ಮಾತೃಭೂಮಿ ಮೇಲೆ ವಿದೇಶಿಯರ ಆಳ್ವಿಕೆ ಮತ್ತು ಭಾರತದ ರಾಜಕೀಯ ದುಸ್ಥಿತಿಯನ್ನು ಕಂಡು ಮಮ್ಮಲ ಮರುಗಿದರು. ಈ ದುಸ್ಥಿತಿಗೆ ನಾವೇ ಕಾರಣರು ಎಂದು ತಮ್ಮ ವಿವೇಚನೆಯ ಮೂಲಕ ಕಂಡುಕೊಂಡರು. ವರ್ತಮಾನದ ಭಾರತದ ಸ್ಥಿತಿಗೆ ಜಾತಿ ಪದ್ಧತಿ, ಅಜ್ಞಾನ, ಬಡತನ, ಮೂಢನಂಬಿಕೆ ಕಾರಣ ಎಂದು ಅರಿತರು. (335, 357, 485, 718)
trip-date: 8-2-2026 (1065, 1761, 1123, 1778)
across-heading: ಎಡದಿಂದ ಬಲಕ್ಕೆ (298, 2078, 377, 2095)
trip-places: ಕೊಲ್ಲಾಪುರ, ಶಿರಡಿ, ಪಂಢರಾಪುರ, ಶನಿಸಿಂಗನಾಪುರ, ಕೂಡಲಸಂಗಮ, ಬಿಜಾಪುರ, ಪುಣೆ ಬಾಲಾಜಿ ಟೆಂಪಲ್ (1018, 1630, 1272, 1668)
crossword-black-cell (270, 1771, 312, 1813)
across-clue: ೧. ಪರಾರಿಯಾದ ಆತ ತೆಗೆದುಕೊಂಡು ಬಂದಿದ್ದು ಈ ಅಗಲವಾದ ಹರಿವಾಣವನ್ನು. (೩) (193, 2101, 494, 2131)
crossword-black-cell (270, 1595, 312, 1637)
article-paragraph: ೨. Raja Yoga. (೧೮೯೬) (835, 673, 963, 690)
crossword-cell[interactable] (493, 1683, 535, 1725)
crossword-cell[interactable] (315, 1816, 356, 1857)
crossword-grid[interactable] (179, 1548, 582, 1948)
article-column (991, 356, 1143, 1364)
article-paragraph: ಇವರ ಲೇಖನಗಳು ಮತ್ತು ಪತ್ರಗಳನ್ನು, ಇವರ ಮರಣ ನಂತರ 'Bhakthi yoga, Complete Works,Vol-01 to 05, The East and West, Inspire Talks' ಈ ರೀತಿಯಾಗಿ ಪುಸ್ತಕಗಳನ್ನು ಪ್ರಕಟಿಸಲಾಗಿದೆ. (815, 891, 980, 1034)
article-paragraph: ೪. Vedanta Philosophy: An Address Before The Graduate Philosophical Society. (೧೮೯೬) (815, 709, 980, 780)
crossword-cell[interactable] (226, 1903, 268, 1945)
trip-places: ತಿರುನಲ್ಲಾರ್, ರಾಮೇಶ್ವರ, ತಂಜಾವೂರು, ಮಧುರೈ, ಕುಂಭಕೋಣಂ (1023, 1816, 1268, 1854)
down-clue: ೨೧. ದೋಣಿಯ ಕಂಬಕ್ಕೆ ಕಟ್ಟುವ ಬಟ್ಟೆ. (೨) (518, 2033, 680, 2048)
crossword-black-cell (181, 1728, 223, 1769)
trip-days-label: ದಿನಗಳ ಪ್ರವಾಸ (1163, 1929, 1230, 1944)
article-paragraph: ವಿವೇಕಾನಂದರ ಪ್ರಕಾರ ಶಿಕ್ಷಣವು ಮಾನವ ನಿರ್ಮಾಣದ ಸಾಧನ. ಅವರು ಹೇಳಿದಂತೆ 'Education is the manifestation of divine perfection is already existed in man'. ಅವರ ದೃಷ್ಟಿಯಲ್ಲಿ ಶಿಕ್ಷಣದ ಗುರಿ 'Man making and character building'. (335, 974, 485, 1172)
across-clue: ೭. ತಮಿಳರ ತಿಳಿಸಾರು. (೨) (193, 2181, 296, 2196)
crossword-cell[interactable] (315, 1771, 356, 1813)
ad-heading-line2: ನೂತನ ವರ್ಷದ ಶುಭಾಶಯಗಳು (1039, 1406, 1252, 1429)
masthead-logo-title-text: ಕೋಲಾರಪತ್ರಿಕೆ (409, 59, 716, 132)
crossword-black-cell (270, 1860, 312, 1902)
crossword-black-cell (493, 1639, 535, 1680)
crossword-clue-number: ೨೩ (407, 1905, 420, 1919)
elephant-icon (197, 54, 299, 183)
crossword-clue-number: ೩ (407, 1553, 415, 1566)
article-column (493, 356, 643, 1493)
address-field-line2[interactable] (192, 2014, 483, 2038)
crossword-cell[interactable] (493, 1595, 535, 1637)
article-author: – ರಮೇಶ್, ಮೈಸೂರು (1043, 942, 1143, 957)
crossword-cell[interactable] (270, 1551, 312, 1592)
trip-days-label: ದಿನಗಳ ಪ್ರವಾಸ (1159, 1764, 1226, 1778)
trip-places: ಕೊಲ್ಕತ್ತ, ಪುರಿ ಜಗನ್ನಾಥ್, ಕೋಣಾರ್ಕ್, ಭುವನೇಶ್ವರ್ (1016, 1966, 1275, 1984)
trip-detail: ವಿಮಾನ,2+2 A/c ಬಸ್ಸಿನಲ್ಲಿ ಇಬ್ಬರಿಗೆ 1 ಏಸಿರೂಂ ವಸತಿಸಹಿತ (1031, 1951, 1259, 1964)
crossword-black-cell (270, 1639, 312, 1680)
trip-date: 25-1-2026 (1060, 1591, 1127, 1608)
crossword-clue-number: ೧೪ (319, 1773, 331, 1787)
crossword-black-cell (449, 1639, 491, 1680)
masthead-weekly-subtitle: ವಿಶೇಷ (1308, 180, 1409, 227)
story-paragraph: (ಮುಂದುವರೆಯುವುದು) (1357, 1137, 1465, 1154)
across-clue: ೧೪. ಅತ್ಯುತ್ತಮವಾದ ಪರಮಾತ್ಮ. (೩) (604, 1518, 744, 1533)
down-clue: ೧೦. ಹತ್ತನೆಯ ಗ್ರಹವೆಂದು ಲೇವಡಿ ಮಾಡಿಸಿಕೊಳ್ಳುವ ಅಳಿಯ ಮಹಾಶಯ. (೩) (604, 1817, 804, 1849)
main-headline: ರಾಷ್ಟ್ರೀಯ ಜಾಗೃತಿ ಮೂಡಿಸಿದ ಅಧ್ಯಾತ್ಮಿಕಗುರು–ಸ್ವಾಮಿ ವಿವೇಕಾನಂದ (178, 285, 1059, 335)
story-paragraph: ಬಿಲಾಸ್ ರೂಮ್ ಆ ಜಂಗ್ ಹೊರತಾಗಿ ಬೇರೆ ಯಾರಿಗೂ ಪ್ರವೇಶ ನಿಷಿದ್ಧ ಎಂದರಿತ ಸೋನಿ ಪುಟ್ಟಿಯನ್ನು ಹಾಸಿಗೆ ಮೇಲೆ ಮಲಗಿಸಿ ನಿರಾಳವಾಗಿ ಉಸಿರಾಡಿದಳು. ಹೊರಗೆ ಕತ್ತಲು ದಟ್ಟವಾಗಿ ಆವರಿಸಿತ್ತು. (1153, 570, 1301, 696)
phone-kolar-number[interactable]: 9449652555, 9900124333 (1113, 2133, 1372, 2153)
crossword-cell[interactable] (538, 1595, 580, 1637)
crossword-cell[interactable] (315, 1683, 356, 1725)
crossword-black-cell (270, 1683, 312, 1725)
masthead-elephant-caption: ಶ್ರೀಗಂಗರು (222, 206, 272, 225)
down-clue: ೨. ತಪತಪನೆ ಕೆನ್ನೆಗೆ ಬಿದ್ದ ಏಟು. (೪) (604, 1704, 743, 1719)
masthead-elephant-panel (180, 46, 319, 232)
across-clue: ೨೨. ಅತ್ತಕಡೆಯಿಂದ ಬಂದಿರುವ ಗುಟ್ಟು. (೩) (604, 1632, 768, 1646)
article-paragraph: ಭಾರತದ 'Spiritual Guru alMost Influential Philosopher' ವಿವೇಕಾನಂದರು, ವಿಶ್ವನಾಥದತ್ತ ಮತ್ತು ಭುವನೇಶ್ವರಿದೇವಿ ದಂಪತಿಗಳ ಮಗನಾಗಿ ಕಲ್ಕತ್ತಾದಲ್ಲಿ ಜನವರಿ ೧೨, ೧೮೬೩ರಲ್ಲಿ ಜನಿಸಿದರು. ಬಾಲ್ಯದಲ್ಲಿ ನರೇಂದ್ರ ಎಂಬ ಹೆಸರಿನ ಇವರು ಅಸಾಧಾರಣ ಪ್ರತಿಭೆಯನ್ನು ಹೊಂದಿದ್ದರು. ೧೮೮೧ರಲ್ಲಿ ಕಲ್ಕತ್ತಾ ವಿಶ್ವವಿದ್ಯಾಲಯದಿಂದ ಪದವಿ ಪಡೆದರು. ಆರಂಭದಿಂದಲೂ ಅವರ ಮನಸ್ಸು ಸತ್ಯಾನ್ವೇಷಣೆಯ ಕಡೆಗೆ ಹರಿಯಿತು. ರಾಮಕೃಷ್ಣ ಪರಮಹಂಸರ ಶಿಷ್ಯರಾದ ನಂತರ ಅವರ ಜೀವನ ಹೊಸ ತಿರುವು ಪಡೆಯಿತು. (178, 778, 328, 1121)
trip-days: 4 (1152, 1505, 1161, 1523)
article-paragraph: ಜಾತಿ, ಮತ, ಧರ್ಮಗಳ ಭೇದವಿಲ್ಲದೆ ಎಲ್ಲರೂ ಒಂದೇ ಎಂಬ ಸಂದೇಶವನ್ನು ಸಾರಿದ ಅವರು 'A Global spiritual Leader.' ಎಂದು ಪ್ರಸಿದ್ಧರಾದರು. ಅವರು ೧೯೦೨ರ ಜುಲೈ ೪ರಂದು ಕೇವಲ ೩೯ನೇ ವಯಸ್ಸಿನಲ್ಲಿ ಬೇಲೂರು ಮಠದಲ್ಲಿ ಮಹಾಸಮಾಧಿ ಹೊಂದಿದರು. ಅವರ ಜನ್ಮದಿನವಾದ ಜನವರಿ ೧೨ನ್ನು ಭಾರತ ಸರ್ಕಾರ ೧೯೮೪ರಿಂದ ರಾಷ್ಟ್ರೀಯ ಯುವ ದಿನವನ್ನಾಗಿ ಆಚರಿಸುತ್ತಿದೆ. ಇಂದಿನ ಯುವಜನತೆ ಅವರ ಆದರ್ಶಗಳನ್ನು ಅಳವಡಿಸಿಕೊಂಡು ಸದೃಢ ರಾಷ್ಟ್ರ ನಿರ್ಮಾಣಕ್ಕೆ ಕೈಜೋಡಿಸಬೇಕಾಗಿದೆ. ಇದೇ ನಾವು ಅವರಿಗೆ ಸಲ್ಲಿಸುವ ನಿಜವಾದ ಗೌರವ. (991, 629, 1143, 936)
crossword-clue-number: ೧೯ (230, 1861, 243, 1875)
down-clue: ೩. ಕನ್ನಡಕ್ಕೆ ಬಂದ ಎಕ್ಸ್‌ಪ್ರೆಸ್ ಬಸ್‌ಗೆ ಈ ಹೆಸರು ಸೂಕ್ತ. (೪) (604, 1720, 804, 1752)
crossword-cell[interactable] (315, 1860, 356, 1902)
trip-days-label: ದಿನಗಳ ಪ್ರವಾಸ (1163, 1593, 1230, 1608)
trip-date: 20-2-2026 (1060, 1862, 1127, 1879)
crossword-cell[interactable] (359, 1860, 401, 1902)
crossword-clue-number: ೧ (230, 1553, 236, 1566)
across-clue: ೧೮. ತಿರುಗಿ ನೋಡುತ್ತಿರುವ ರಸ್ತೆ. (೨) (604, 1551, 744, 1566)
trip-item (993, 1674, 1298, 1759)
notice-heading: ಓದುಗರಿಗೆ ಸೂಚನೆ (591, 2090, 715, 2114)
trip-days: 4 (1152, 1591, 1161, 1608)
article-paragraph: ಒಟ್ಟಾರೆಯಾಗಿ ಹೇಳುವುದಾದರೆ, ಸ್ವಾಮಿ ವಿವೇಕಾನಂದರು ಸಮಾಜ ಸುಧಾರಕರಾಗಿ, ಚಿಂತಕರಾಗಿ, ಸ್ವಾತಂತ್ರ್ಯ ಹೋರಾಟಗಾರರಿಗೆ ಸ್ಫೂರ್ತಿಯಾಗಿ, ವಿಶ್ವಮಾನವ ಸಂದೇಶವನ್ನು ಸಾರಿದ ಆಧ್ಯಾತ್ಮಿಕ ಗುರುವಾಗಿ ನಮ್ಮ ಮುಂದೆ ನಿಲ್ಲುತ್ತಾರೆ. ಬ್ರಿಟಿಷರ ಆಳ್ವಿಕೆಯಲ್ಲಿ ಆತ್ಮವಿಶ್ವಾಸ ಕಳೆದುಕೊಂಡಿದ್ದ ಭಾರತೀಯರಲ್ಲಿ ರಾಷ್ಟ್ರಪ್ರೇಮ ಮತ್ತು ಸ್ವಾಭಿಮಾನವನ್ನು ಮೂಡಿಸಿದರು. ಭಾರತದ ಸ್ವಾತಂತ್ರ್ಯ ಸಂಗ್ರಾಮಕ್ಕೆ ಅವರ ವಿಚಾರಗಳು ಪರೋಕ್ಷವಾಗಿ ಪ್ರೇರಣೆ ನೀಡಿದವು. (991, 357, 1143, 628)
crossword-black-cell (449, 1860, 491, 1902)
crossword-cell[interactable] (359, 1683, 401, 1725)
crossword-clue-number: ೭ (496, 1596, 504, 1610)
